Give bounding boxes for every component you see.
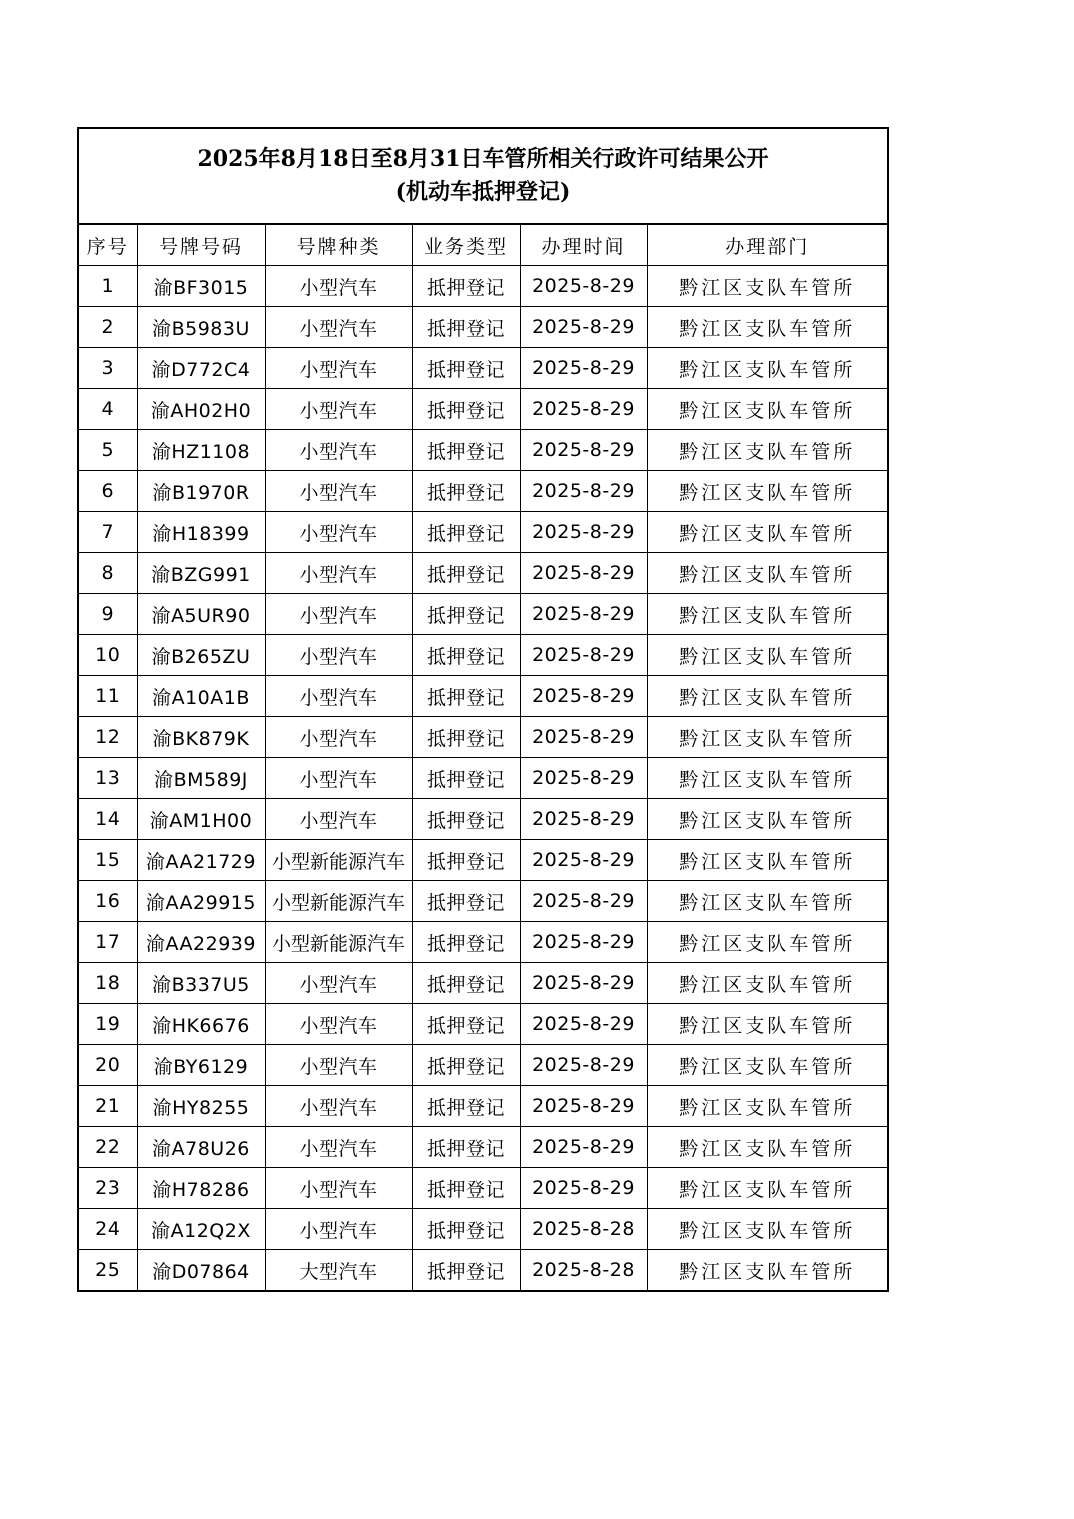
- cell-plate-type: 小型汽车: [265, 1045, 412, 1086]
- cell-index: 2: [79, 307, 137, 348]
- table-row: [79, 1045, 887, 1086]
- cell-plate-type: 小型汽车: [265, 1004, 412, 1045]
- table-row: [79, 799, 887, 840]
- cell-process-date: 2025-8-29: [520, 799, 647, 840]
- cell-department: 黔江区支队车管所: [647, 922, 887, 963]
- cell-process-date: 2025-8-29: [520, 1127, 647, 1168]
- cell-process-date: 2025-8-29: [520, 676, 647, 717]
- cell-department: 黔江区支队车管所: [647, 471, 887, 512]
- cell-index: 13: [79, 758, 137, 799]
- cell-index: 6: [79, 471, 137, 512]
- cell-index: 9: [79, 594, 137, 635]
- header-plate-number: 号牌号码: [137, 225, 265, 266]
- cell-plate-type: 小型汽车: [265, 553, 412, 594]
- cell-index: 14: [79, 799, 137, 840]
- cell-plate-type: 小型汽车: [265, 1209, 412, 1250]
- cell-business-type: 抵押登记: [412, 1250, 520, 1291]
- table-row: [79, 1168, 887, 1209]
- cell-index: 10: [79, 635, 137, 676]
- cell-business-type: 抵押登记: [412, 348, 520, 389]
- table-row: [79, 348, 887, 389]
- table-row: [79, 635, 887, 676]
- cell-plate-number: 渝B1970R: [137, 471, 265, 512]
- cell-plate-type: 小型新能源汽车: [265, 881, 412, 922]
- cell-index: 18: [79, 963, 137, 1004]
- cell-process-date: 2025-8-29: [520, 717, 647, 758]
- table-row: [79, 963, 887, 1004]
- table-row: [79, 758, 887, 799]
- results-table: [79, 225, 887, 1290]
- table-row: [79, 594, 887, 635]
- cell-plate-number: 渝H18399: [137, 512, 265, 553]
- cell-department: 黔江区支队车管所: [647, 1127, 887, 1168]
- cell-process-date: 2025-8-29: [520, 1004, 647, 1045]
- table-row: [79, 266, 887, 307]
- table-row: [79, 430, 887, 471]
- cell-business-type: 抵押登记: [412, 922, 520, 963]
- cell-business-type: 抵押登记: [412, 1086, 520, 1127]
- cell-business-type: 抵押登记: [412, 963, 520, 1004]
- cell-plate-number: 渝BY6129: [137, 1045, 265, 1086]
- cell-department: 黔江区支队车管所: [647, 1250, 887, 1291]
- cell-business-type: 抵押登记: [412, 553, 520, 594]
- cell-plate-type: 小型汽车: [265, 758, 412, 799]
- cell-business-type: 抵押登记: [412, 881, 520, 922]
- cell-process-date: 2025-8-29: [520, 266, 647, 307]
- header-process-date: 办理时间: [520, 225, 647, 266]
- cell-department: 黔江区支队车管所: [647, 430, 887, 471]
- cell-process-date: 2025-8-29: [520, 553, 647, 594]
- cell-business-type: 抵押登记: [412, 717, 520, 758]
- cell-process-date: 2025-8-28: [520, 1250, 647, 1291]
- cell-index: 16: [79, 881, 137, 922]
- cell-plate-number: 渝HY8255: [137, 1086, 265, 1127]
- cell-business-type: 抵押登记: [412, 512, 520, 553]
- cell-department: 黔江区支队车管所: [647, 799, 887, 840]
- cell-process-date: 2025-8-29: [520, 922, 647, 963]
- cell-department: 黔江区支队车管所: [647, 348, 887, 389]
- cell-plate-type: 小型汽车: [265, 348, 412, 389]
- cell-plate-number: 渝BM589J: [137, 758, 265, 799]
- table-row: [79, 1004, 887, 1045]
- cell-process-date: 2025-8-29: [520, 430, 647, 471]
- cell-index: 20: [79, 1045, 137, 1086]
- cell-index: 21: [79, 1086, 137, 1127]
- cell-plate-number: 渝D772C4: [137, 348, 265, 389]
- cell-department: 黔江区支队车管所: [647, 676, 887, 717]
- cell-plate-type: 小型汽车: [265, 635, 412, 676]
- cell-index: 3: [79, 348, 137, 389]
- table-row: [79, 1209, 887, 1250]
- cell-process-date: 2025-8-29: [520, 512, 647, 553]
- cell-department: 黔江区支队车管所: [647, 389, 887, 430]
- cell-plate-type: 小型汽车: [265, 307, 412, 348]
- cell-business-type: 抵押登记: [412, 1209, 520, 1250]
- table-row: [79, 717, 887, 758]
- cell-business-type: 抵押登记: [412, 676, 520, 717]
- cell-plate-type: 小型汽车: [265, 1127, 412, 1168]
- cell-department: 黔江区支队车管所: [647, 635, 887, 676]
- cell-department: 黔江区支队车管所: [647, 266, 887, 307]
- cell-index: 7: [79, 512, 137, 553]
- cell-plate-number: 渝AM1H00: [137, 799, 265, 840]
- table-row: [79, 1250, 887, 1291]
- cell-business-type: 抵押登记: [412, 758, 520, 799]
- document-title: 2025年8月18日至8月31日车管所相关行政许可结果公开: [197, 146, 769, 172]
- cell-index: 4: [79, 389, 137, 430]
- cell-department: 黔江区支队车管所: [647, 1168, 887, 1209]
- cell-index: 8: [79, 553, 137, 594]
- table-row: [79, 389, 887, 430]
- cell-process-date: 2025-8-29: [520, 471, 647, 512]
- cell-plate-type: 大型汽车: [265, 1250, 412, 1291]
- cell-plate-number: 渝A78U26: [137, 1127, 265, 1168]
- cell-plate-number: 渝HZ1108: [137, 430, 265, 471]
- cell-process-date: 2025-8-29: [520, 1168, 647, 1209]
- cell-plate-type: 小型汽车: [265, 717, 412, 758]
- cell-index: 5: [79, 430, 137, 471]
- cell-business-type: 抵押登记: [412, 635, 520, 676]
- cell-department: 黔江区支队车管所: [647, 553, 887, 594]
- cell-process-date: 2025-8-29: [520, 389, 647, 430]
- cell-business-type: 抵押登记: [412, 1045, 520, 1086]
- table-row: [79, 553, 887, 594]
- cell-department: 黔江区支队车管所: [647, 1004, 887, 1045]
- cell-business-type: 抵押登记: [412, 1168, 520, 1209]
- header-index: 序号: [79, 225, 137, 266]
- cell-plate-type: 小型汽车: [265, 1086, 412, 1127]
- header-plate-type: 号牌种类: [265, 225, 412, 266]
- cell-process-date: 2025-8-29: [520, 840, 647, 881]
- cell-plate-type: 小型汽车: [265, 1168, 412, 1209]
- table-row: [79, 1127, 887, 1168]
- cell-business-type: 抵押登记: [412, 307, 520, 348]
- cell-process-date: 2025-8-29: [520, 1045, 647, 1086]
- cell-department: 黔江区支队车管所: [647, 758, 887, 799]
- document: [77, 127, 889, 1292]
- cell-department: 黔江区支队车管所: [647, 840, 887, 881]
- cell-plate-type: 小型汽车: [265, 266, 412, 307]
- cell-index: 23: [79, 1168, 137, 1209]
- table-row: [79, 840, 887, 881]
- table-row: [79, 1086, 887, 1127]
- cell-plate-number: 渝HK6676: [137, 1004, 265, 1045]
- cell-department: 黔江区支队车管所: [647, 594, 887, 635]
- cell-plate-type: 小型汽车: [265, 430, 412, 471]
- cell-plate-number: 渝AH02H0: [137, 389, 265, 430]
- cell-index: 11: [79, 676, 137, 717]
- cell-plate-number: 渝BZG991: [137, 553, 265, 594]
- cell-department: 黔江区支队车管所: [647, 307, 887, 348]
- cell-index: 19: [79, 1004, 137, 1045]
- document-subtitle: (机动车抵押登记): [395, 179, 571, 205]
- cell-business-type: 抵押登记: [412, 840, 520, 881]
- cell-plate-type: 小型汽车: [265, 512, 412, 553]
- table-row: [79, 307, 887, 348]
- cell-plate-number: 渝A12Q2X: [137, 1209, 265, 1250]
- cell-business-type: 抵押登记: [412, 594, 520, 635]
- cell-process-date: 2025-8-29: [520, 1086, 647, 1127]
- cell-process-date: 2025-8-28: [520, 1209, 647, 1250]
- cell-business-type: 抵押登记: [412, 799, 520, 840]
- cell-plate-number: 渝BK879K: [137, 717, 265, 758]
- cell-plate-type: 小型新能源汽车: [265, 840, 412, 881]
- header-business-type: 业务类型: [412, 225, 520, 266]
- cell-index: 24: [79, 1209, 137, 1250]
- cell-plate-number: 渝A5UR90: [137, 594, 265, 635]
- cell-business-type: 抵押登记: [412, 389, 520, 430]
- table-row: [79, 676, 887, 717]
- cell-plate-type: 小型汽车: [265, 676, 412, 717]
- cell-plate-number: 渝AA21729: [137, 840, 265, 881]
- cell-index: 15: [79, 840, 137, 881]
- title-block: [79, 129, 887, 225]
- cell-plate-type: 小型汽车: [265, 799, 412, 840]
- cell-process-date: 2025-8-29: [520, 594, 647, 635]
- table-row: [79, 512, 887, 553]
- cell-plate-type: 小型汽车: [265, 594, 412, 635]
- cell-plate-number: 渝B265ZU: [137, 635, 265, 676]
- cell-department: 黔江区支队车管所: [647, 963, 887, 1004]
- cell-index: 17: [79, 922, 137, 963]
- cell-department: 黔江区支队车管所: [647, 881, 887, 922]
- cell-process-date: 2025-8-29: [520, 881, 647, 922]
- cell-plate-number: 渝AA29915: [137, 881, 265, 922]
- cell-process-date: 2025-8-29: [520, 307, 647, 348]
- cell-business-type: 抵押登记: [412, 266, 520, 307]
- cell-process-date: 2025-8-29: [520, 348, 647, 389]
- cell-department: 黔江区支队车管所: [647, 717, 887, 758]
- cell-plate-number: 渝BF3015: [137, 266, 265, 307]
- cell-business-type: 抵押登记: [412, 1127, 520, 1168]
- cell-business-type: 抵押登记: [412, 430, 520, 471]
- table-row: [79, 471, 887, 512]
- table-row: [79, 881, 887, 922]
- cell-department: 黔江区支队车管所: [647, 1086, 887, 1127]
- cell-index: 22: [79, 1127, 137, 1168]
- cell-index: 25: [79, 1250, 137, 1291]
- cell-process-date: 2025-8-29: [520, 758, 647, 799]
- cell-department: 黔江区支队车管所: [647, 1209, 887, 1250]
- cell-process-date: 2025-8-29: [520, 635, 647, 676]
- cell-plate-type: 小型汽车: [265, 471, 412, 512]
- cell-index: 12: [79, 717, 137, 758]
- cell-plate-type: 小型汽车: [265, 963, 412, 1004]
- table-header-row: [79, 225, 887, 266]
- cell-department: 黔江区支队车管所: [647, 512, 887, 553]
- table-row: [79, 922, 887, 963]
- cell-plate-type: 小型新能源汽车: [265, 922, 412, 963]
- cell-plate-number: 渝H78286: [137, 1168, 265, 1209]
- cell-plate-number: 渝A10A1B: [137, 676, 265, 717]
- cell-plate-number: 渝B5983U: [137, 307, 265, 348]
- cell-plate-type: 小型汽车: [265, 389, 412, 430]
- cell-index: 1: [79, 266, 137, 307]
- cell-plate-number: 渝AA22939: [137, 922, 265, 963]
- header-department: 办理部门: [647, 225, 887, 266]
- cell-plate-number: 渝B337U5: [137, 963, 265, 1004]
- cell-business-type: 抵押登记: [412, 1004, 520, 1045]
- cell-plate-number: 渝D07864: [137, 1250, 265, 1291]
- cell-department: 黔江区支队车管所: [647, 1045, 887, 1086]
- cell-business-type: 抵押登记: [412, 471, 520, 512]
- cell-process-date: 2025-8-29: [520, 963, 647, 1004]
